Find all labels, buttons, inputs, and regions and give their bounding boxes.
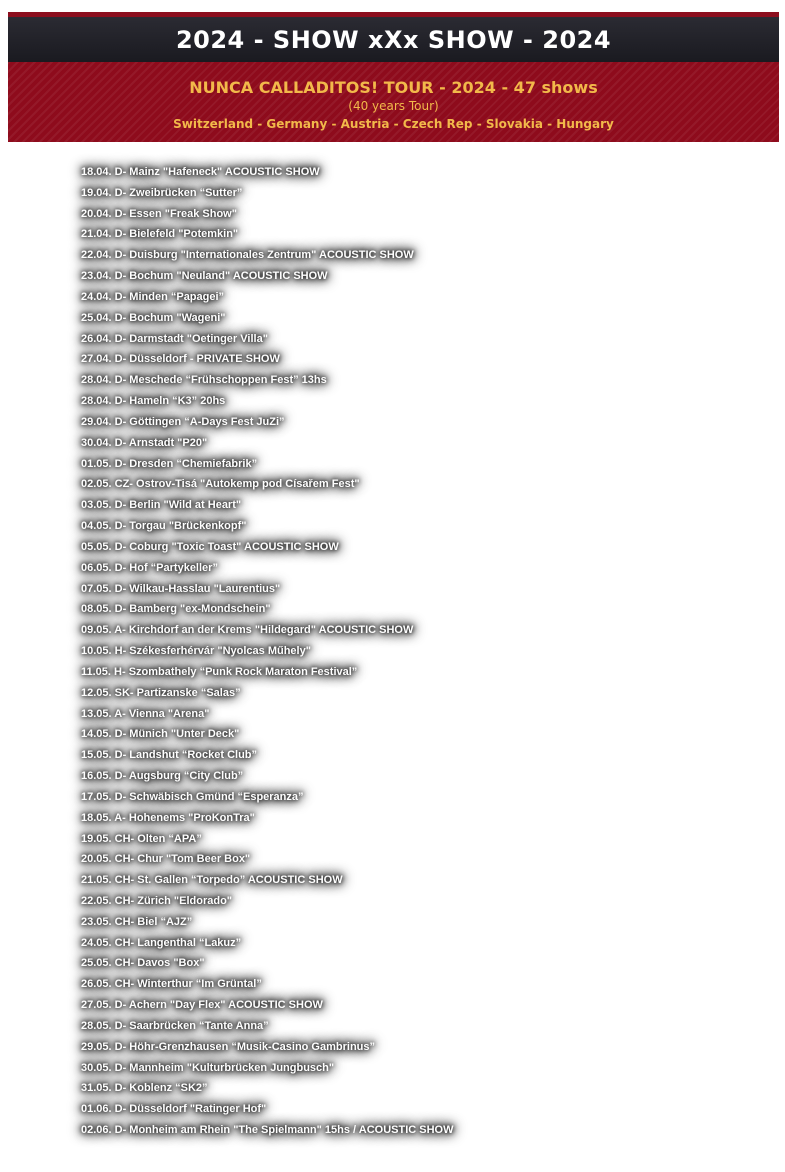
show-item: 10.05. H- Székesferhérvár "Nyolcas Műhely" — [81, 645, 311, 658]
show-item: 03.05. D- Berlin "Wild at Heart" — [81, 499, 242, 512]
show-item: 05.05. D- Coburg "Toxic Toast" ACOUSTIC SHOW — [81, 540, 339, 553]
show-item: 01.05. D- Dresden “Chemiefabrik” — [81, 457, 258, 470]
show-item: 12.05. SK- Partizanske “Salas” — [81, 686, 241, 699]
show-item: 31.05. D- Koblenz “SK2” — [81, 1082, 208, 1095]
show-item: 17.05. D- Schwäbisch Gmünd “Esperanza” — [81, 790, 304, 803]
show-item: 21.04. D- Bielefeld "Potemkin" — [81, 228, 239, 241]
tour-title: NUNCA CALLADITOS! TOUR - 2024 - 47 shows — [189, 78, 598, 97]
show-item: 22.05. CH- Zürich "Eldorado" — [81, 894, 233, 907]
show-item: 20.04. D- Essen "Freak Show" — [81, 207, 237, 220]
show-item: 07.05. D- Wilkau-Hasslau "Laurentius" — [81, 582, 281, 595]
show-item: 18.05. A- Hohenems "ProKonTra" — [81, 811, 255, 824]
show-item: 22.04. D- Duisburg "Internationales Zentrum" ACOUSTIC SHOW — [81, 249, 414, 262]
show-item: 04.05. D- Torgau "Brückenkopf" — [81, 520, 247, 533]
tour-countries: Switzerland - Germany - Austria - Czech Rep - Slovakia - Hungary — [173, 117, 614, 131]
show-item: 11.05. H- Szombathely “Punk Rock Maraton Festival” — [81, 665, 358, 678]
show-item: 25.05. CH- Davos "Box" — [81, 957, 205, 970]
show-item: 18.04. D- Mainz "Hafeneck" ACOUSTIC SHOW — [81, 166, 320, 178]
show-item: 09.05. A- Kirchdorf an der Krems "Hildegard" ACOUSTIC SHOW — [81, 624, 414, 637]
show-item: 19.04. D- Zweibrücken “Sutter” — [81, 186, 243, 199]
show-item: 28.04. D- Hameln “K3” 20hs — [81, 395, 226, 408]
show-item: 26.05. CH- Winterthur “Im Grüntal” — [81, 978, 262, 991]
show-item: 26.04. D- Darmstadt "Oetinger Villa" — [81, 332, 268, 345]
show-item: 24.04. D- Minden “Papagei” — [81, 290, 225, 303]
show-item: 01.06. D- Düsseldorf "Ratinger Hof" — [81, 1103, 267, 1116]
show-item: 20.05. CH- Chur "Tom Beer Box" — [81, 853, 251, 866]
show-item: 13.05. A- Vienna "Arena" — [81, 707, 210, 720]
show-item: 27.04. D- Düsseldorf - PRIVATE SHOW — [81, 353, 280, 366]
show-item: 16.05. D- Augsburg “City Club” — [81, 770, 244, 783]
show-item: 29.05. D- Höhr-Grenzhausen “Musik-Casino Gambrinus” — [81, 1040, 376, 1053]
show-item: 29.04. D- Göttingen “A-Days Fest JuZi” — [81, 415, 285, 428]
show-list — [81, 162, 453, 1141]
show-item: 23.04. D- Bochum "Neuland" ACOUSTIC SHOW — [81, 270, 328, 283]
show-item: 30.04. D- Arnstadt "P20" — [81, 436, 208, 449]
tour-banner — [8, 62, 779, 142]
show-item: 06.05. D- Hof “Partykeller” — [81, 561, 218, 574]
show-item: 25.04. D- Bochum "Wageni" — [81, 311, 226, 324]
show-item: 27.05. D- Achern "Day Flex" ACOUSTIC SHOW — [81, 999, 323, 1012]
header-bar — [8, 12, 779, 62]
show-item: 21.05. CH- St. Gallen “Torpedo” ACOUSTIC SHOW — [81, 874, 343, 887]
show-item: 28.04. D- Meschede “Frühschoppen Fest” 13hs — [81, 374, 327, 387]
tour-subtitle: (40 years Tour) — [348, 99, 439, 113]
page-title: 2024 - SHOW xXx SHOW - 2024 — [175, 25, 612, 54]
show-item: 19.05. CH- Olten “APA” — [81, 832, 202, 845]
show-item: 02.05. CZ- Ostrov-Tisá "Autokemp pod Císařem Fest" — [81, 478, 360, 491]
show-item: 14.05. D- Münich "Unter Deck" — [81, 728, 240, 741]
show-item: 23.05. CH- Biel “AJZ” — [81, 915, 193, 928]
show-item: 30.05. D- Mannheim "Kulturbrücken Jungbusch" — [81, 1061, 335, 1074]
show-item: 24.05. CH- Langenthal “Lakuz” — [81, 936, 242, 949]
show-item: 02.06. D- Monheim am Rhein "The Spielmann" 15hs / ACOUSTIC SHOW — [81, 1124, 454, 1137]
show-item: 28.05. D- Saarbrücken “Tante Anna” — [81, 1019, 269, 1032]
show-item: 08.05. D- Bamberg "ex-Mondschein" — [81, 603, 271, 616]
show-item: 15.05. D- Landshut “Rocket Club” — [81, 749, 258, 762]
